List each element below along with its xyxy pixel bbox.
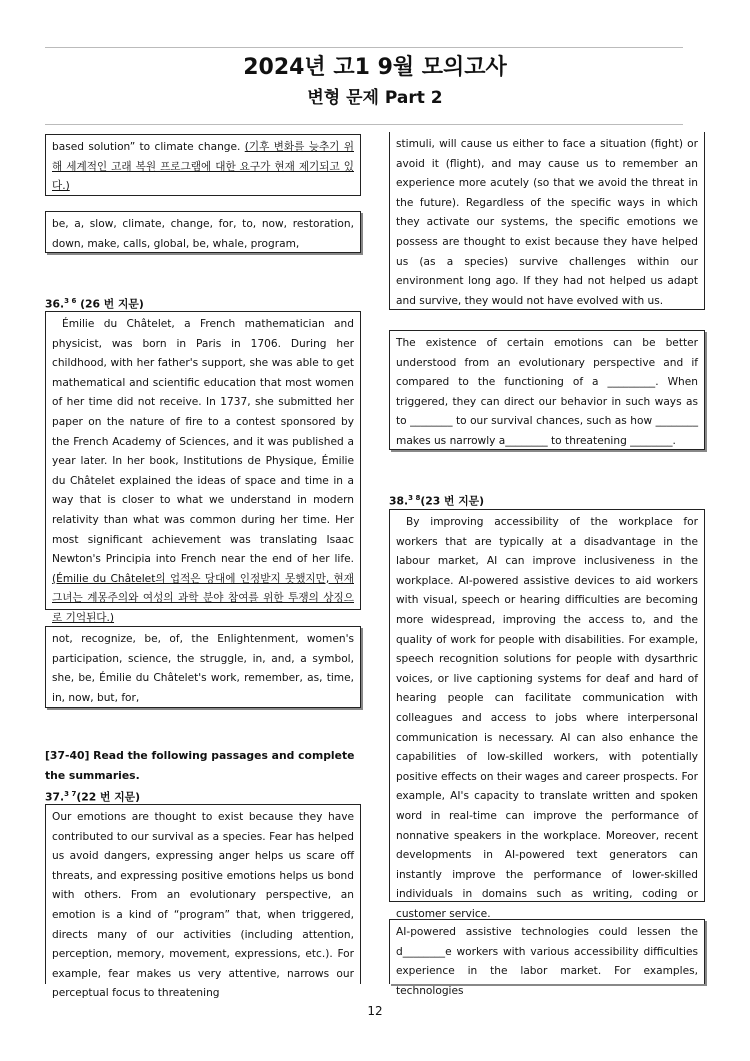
q35-word-list: be, a, slow, climate, change, for, to, now, restoration, down, make, calls, global, be, whale, program, bbox=[52, 218, 354, 250]
q36-passage: Émilie du Châtelet, a French mathematician and physicist, was born in Paris in 1706. During her childhood, with her father's support, she was able to get mathematical and scientific education that most women of her time did not receive. In 1737, she submitted her paper on the nature of fire to a contest sponsored by the French Academy of Sciences, and it was published a year later. In her book, Institutions de Physique, Émilie du Châtelet explained the ideas of space and time in a way that is closer to what we understand in modern relativity than what was common during her time. Her most significant achievement was translating Isaac Newton's Principia into French near the end of her life. bbox=[52, 318, 354, 566]
section-instruction: [37-40] Read the following passages and complete the summaries. bbox=[45, 749, 355, 782]
q36-word-list: not, recognize, be, of, the Enlightenment, women's participation, science, the struggle, in, and, a symbol, she, be, Émilie du Châtelet's work, remember, as, time, in, now, but, for, bbox=[52, 633, 354, 704]
q38-passage-box bbox=[389, 509, 705, 920]
q35-korean-translation: (기후 변화를 늦추기 위해 세계적인 고래 복원 프로그램에 대한 요구가 현재 제기되고 있다.) bbox=[52, 141, 354, 193]
q37-summary: The existence of certain emotions can be better understood from an evolutionary perspective and if compared to the functioning of a _________. When triggered, they can direct our behavior in such ways as to ________ to our survival chances, such as how ________ makes us narrowly a________ to threatening ________. bbox=[396, 337, 698, 447]
top-rule bbox=[45, 47, 683, 48]
page-subtitle: 변형 문제 Part 2 bbox=[307, 88, 443, 108]
q38-superscript: 3 8 bbox=[408, 494, 421, 502]
q37-superscript: 3 7 bbox=[64, 790, 77, 798]
q36-source-label: (26 번 지문) bbox=[76, 297, 144, 311]
q37-passage-continued-box bbox=[389, 132, 705, 310]
q35-word-box bbox=[45, 211, 361, 253]
q38-number: 38. bbox=[389, 494, 409, 508]
q35-answer-box bbox=[45, 134, 361, 196]
q38-heading bbox=[389, 489, 484, 511]
q38-summary-box bbox=[389, 919, 705, 997]
page-title: 2024년 고1 9월 모의고사 bbox=[243, 55, 507, 80]
q37-passage: Our emotions are thought to exist because they have contributed to our survival as a species. Fear has helped us avoid dangers, expressing anger helps us scare off threats, and expressing positive emotions helps us bond with others. From an evolutionary perspective, an emotion is a kind of “program” that, when triggered, directs many of our activities (including attention, perception, memory, movement, expressions, etc.). For example, fear makes us very attentive, narrows our perceptual focus to threatening bbox=[52, 811, 354, 1000]
q36-passage-box bbox=[45, 311, 361, 624]
q37-passage-box bbox=[45, 804, 361, 1000]
page-number: 12 bbox=[367, 1004, 383, 1018]
q36-superscript: 3 6 bbox=[64, 297, 77, 305]
q36-word-box bbox=[45, 626, 361, 708]
header-rule bbox=[45, 124, 683, 125]
q36-number: 36. bbox=[45, 297, 65, 311]
q37-number: 37. bbox=[45, 790, 65, 804]
q35-text: based solution” to climate change. bbox=[52, 141, 245, 153]
q37-passage-continued: stimuli, will cause us either to face a situation (fight) or avoid it (flight), and may cause us to remember an experience more acutely (so that we avoid the threat in the future). Regardless of the specific ways in which they activate our systems, the specific emotions we possess are thought to exist because they have helped us (as a species) survive challenges within our environment long ago. If they had not helped us adapt and survive, they would not have evolved with us. bbox=[396, 138, 698, 307]
q37-source-label: (22 번 지문) bbox=[76, 790, 141, 804]
q38-source-label: (23 번 지문) bbox=[420, 494, 485, 508]
q38-passage: By improving accessibility of the workplace for workers that are typically at a disadvantage in the labour market, AI can improve inclusiveness in the workplace. AI-powered assistive devices to aid workers with visual, speech or hearing difficulties are becoming more widespread, improving the access to, and the quality of work for people with disabilities. For example, speech recognition solutions for people with dysarthric voices, or live captioning systems for deaf and hard of hearing people can facilitate communication with colleagues and access to jobs where interpersonal communication is necessary. AI can also enhance the capabilities of low-skilled workers, with potentially positive effects on their wages and career prospects. For example, AI's capacity to translate written and spoken word in real-time can improve the performance of nonnative speakers in the workplace. Moreover, recent developments in AI-powered text generators can instantly improve the performance of lower-skilled individuals in domains such as writing, coding or customer service. bbox=[396, 516, 698, 920]
q37-summary-box bbox=[389, 330, 705, 450]
q38-summary: AI-powered assistive technologies could lessen the d________e workers with various accessibility difficulties experience in the labor market. For examples, technologies bbox=[396, 926, 698, 997]
q36-korean-translation: (Émilie du Châtelet의 업적은 당대에 인정받지 못했지만, 현재 그녀는 계몽주의와 여성의 과학 분야 참여를 위한 투쟁의 상징으로 기억된다.) bbox=[52, 572, 354, 624]
